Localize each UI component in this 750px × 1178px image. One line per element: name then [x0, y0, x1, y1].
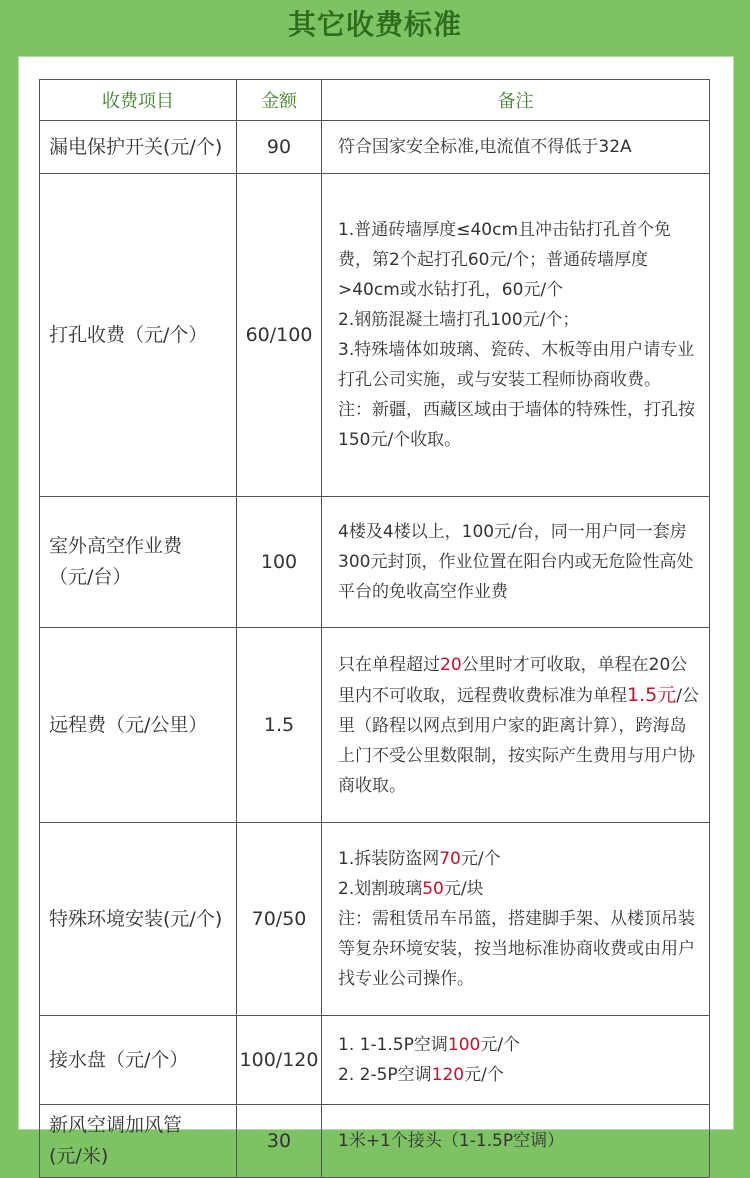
row-item-line: 室外高空作业费 — [49, 535, 183, 557]
row-remark — [322, 1016, 710, 1105]
row-remark: 4楼及4楼以上，100元/台，同一用户同一套房300元封顶，作业位置在阳台内或无危险性高处平台的免收高空作业费 — [322, 497, 710, 628]
row-item: 特殊环境安装(元/个) — [40, 823, 237, 1016]
remark-line — [338, 874, 701, 904]
page-title: 其它收费标准 — [287, 8, 462, 41]
remark-text: 2.划割玻璃 — [338, 879, 423, 899]
header-remark: 备注 — [322, 80, 710, 121]
remark-text: 1. 1-1.5P空调 — [338, 1035, 448, 1055]
row-amount: 100 — [237, 497, 322, 628]
row-item: 打孔收费（元/个） — [40, 174, 237, 497]
table-row — [40, 1105, 710, 1178]
row-amount: 90 — [237, 121, 322, 174]
table-row — [40, 628, 710, 823]
remark-text: 只在单程超过 — [338, 654, 440, 675]
fee-panel — [18, 56, 734, 1167]
row-remark — [322, 823, 710, 1016]
table-row — [40, 174, 710, 497]
row-remark: 符合国家安全标准,电流值不得低于32A — [322, 121, 710, 174]
highlight-value: 70 — [439, 849, 461, 869]
remark-line — [338, 1060, 701, 1090]
remark-line — [338, 844, 701, 874]
row-remark — [322, 174, 710, 497]
header-amount: 金额 — [237, 80, 322, 121]
highlight-value: 20 — [440, 654, 462, 675]
row-remark: 1米+1个接头（1-1.5P空调） — [322, 1105, 710, 1178]
row-item-line: 新风空调加风管 — [49, 1114, 183, 1136]
remark-line: 3.特殊墙体如玻璃、瓷砖、木板等由用户请专业打孔公司实施，或与安装工程师协商收费。 — [338, 340, 695, 390]
table-header-row — [40, 80, 710, 121]
row-item-line: (元/米) — [49, 1145, 109, 1167]
row-remark — [322, 628, 710, 823]
remark-line: 注：需租赁吊车吊篮，搭建脚手架、从楼顶吊装等复杂环境安装，按当地标准协商收费或由用户找专业公司操作。 — [338, 909, 695, 989]
remark-line: 2.钢筋混凝土墙打孔100元/个； — [338, 310, 580, 330]
highlight-value: 120 — [431, 1065, 465, 1085]
remark-text: 元/块 — [443, 879, 484, 899]
highlight-value: 100 — [447, 1035, 481, 1055]
remark-text: 元/个 — [464, 1065, 504, 1085]
highlight-value: 1.5元 — [627, 683, 677, 706]
remark-text: 公里时才可收取，单程在20公里内不可收取，远程费收费标准为单程 — [338, 654, 688, 706]
remark-text: 元/个 — [480, 1035, 521, 1055]
table-row — [40, 823, 710, 1016]
row-item: 漏电保护开关(元/个) — [40, 121, 237, 174]
remark-text: /公里（路程以网点到用户家的距离计算），跨海岛上门不受公里数限制，按实际产生费用与用户协商收取。 — [338, 685, 699, 796]
highlight-value: 50 — [422, 879, 444, 899]
table-row — [40, 1016, 710, 1105]
table-row — [40, 121, 710, 174]
remark-text: 1.拆装防盗网 — [338, 849, 440, 869]
row-amount: 100/120 — [237, 1016, 322, 1105]
row-item-line: （元/台） — [49, 566, 132, 588]
remark-line: 注：新疆，西藏区域由于墙体的特殊性，打孔按150元/个收取。 — [338, 400, 695, 450]
row-amount: 1.5 — [237, 628, 322, 823]
row-item — [40, 497, 237, 628]
row-item: 接水盘（元/个） — [40, 1016, 237, 1105]
remark-line: 1.普通砖墙厚度≤40cm且冲击钻打孔首个免费，第2个起打孔60元/个；普通砖墙厚度>40cm或水钻打孔，60元/个 — [338, 220, 672, 300]
row-amount: 70/50 — [237, 823, 322, 1016]
row-item — [40, 1105, 237, 1178]
row-amount: 60/100 — [237, 174, 322, 497]
row-item: 远程费（元/公里） — [40, 628, 237, 823]
remark-line — [338, 1030, 701, 1060]
header-item: 收费项目 — [40, 80, 237, 121]
fee-table — [39, 79, 710, 1178]
remark-text: 元/个 — [460, 849, 501, 869]
row-amount: 30 — [237, 1105, 322, 1178]
remark-text: 2. 2-5P空调 — [338, 1065, 432, 1085]
table-row — [40, 497, 710, 628]
